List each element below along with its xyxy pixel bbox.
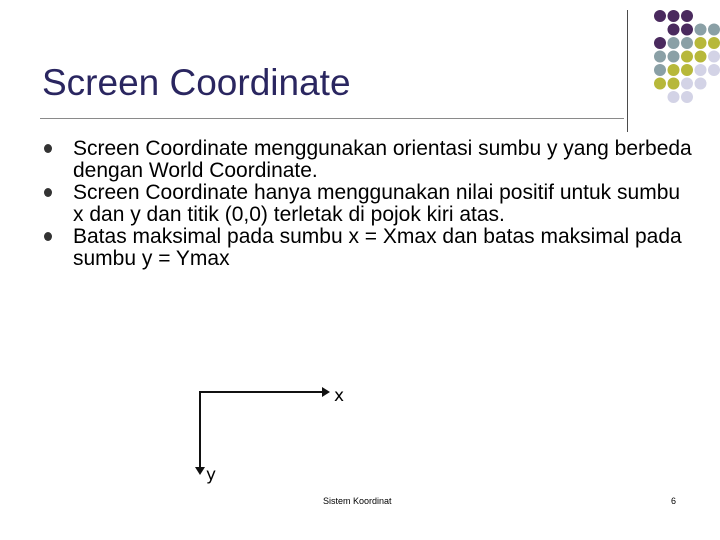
bullet-item (44, 182, 694, 226)
decoration-dot-icon (668, 51, 680, 63)
decoration-dot-icon (654, 51, 666, 63)
decoration-dot-icon (681, 64, 693, 76)
decoration-dot-icon (695, 64, 707, 76)
title-underline (40, 118, 624, 119)
decoration-dot-icon (708, 24, 720, 36)
bullet-item (44, 226, 694, 270)
decoration-dot-icon (668, 10, 680, 22)
bullet-dot-icon (44, 188, 52, 197)
dot-grid-decoration (640, 9, 720, 115)
decoration-dot-icon (668, 37, 680, 49)
decoration-dot-icon (668, 64, 680, 76)
y-axis-label: y (206, 465, 217, 485)
slide-title: Screen Coordinate (42, 62, 351, 103)
decoration-dot-icon (654, 10, 666, 22)
decoration-dot-icon (695, 78, 707, 90)
x-axis-line (199, 391, 323, 393)
bullet-text: Screen Coordinate menggunakan orientasi sumbu y yang berbeda dengan World Coordinate. (73, 137, 692, 182)
decoration-dot-icon (654, 78, 666, 90)
decoration-dot-icon (708, 64, 720, 76)
decoration-dot-icon (695, 37, 707, 49)
y-axis-arrow-icon (195, 467, 205, 475)
footer-text: Sistem Koordinat (323, 496, 392, 506)
decoration-dot-icon (681, 91, 693, 103)
decoration-dot-icon (695, 51, 707, 63)
decoration-dot-icon (681, 78, 693, 90)
decoration-dot-icon (695, 24, 707, 36)
bullet-dot-icon (44, 232, 52, 241)
vertical-divider (627, 10, 628, 132)
decoration-dot-icon (668, 24, 680, 36)
decoration-dot-icon (708, 51, 720, 63)
decoration-dot-icon (681, 10, 693, 22)
decoration-dot-icon (681, 51, 693, 63)
bullet-list (44, 138, 694, 270)
decoration-dot-icon (668, 91, 680, 103)
decoration-dot-icon (654, 64, 666, 76)
bullet-item (44, 138, 694, 182)
decoration-dot-icon (681, 37, 693, 49)
bullet-text: Batas maksimal pada sumbu x = Xmax dan batas maksimal pada sumbu y = Ymax (73, 225, 682, 270)
decoration-dot-icon (654, 37, 666, 49)
x-axis-arrow-icon (322, 387, 330, 397)
decoration-dot-icon (708, 37, 720, 49)
bullet-text: Screen Coordinate hanya menggunakan nilai positif untuk sumbu x dan y dan titik (0,0) terletak di pojok kiri atas. (73, 181, 681, 226)
decoration-dot-icon (681, 24, 693, 36)
decoration-dot-icon (668, 78, 680, 90)
x-axis-label: x (334, 386, 345, 406)
bullet-dot-icon (44, 144, 52, 153)
y-axis-line (199, 391, 201, 468)
page-number: 6 (671, 496, 677, 506)
